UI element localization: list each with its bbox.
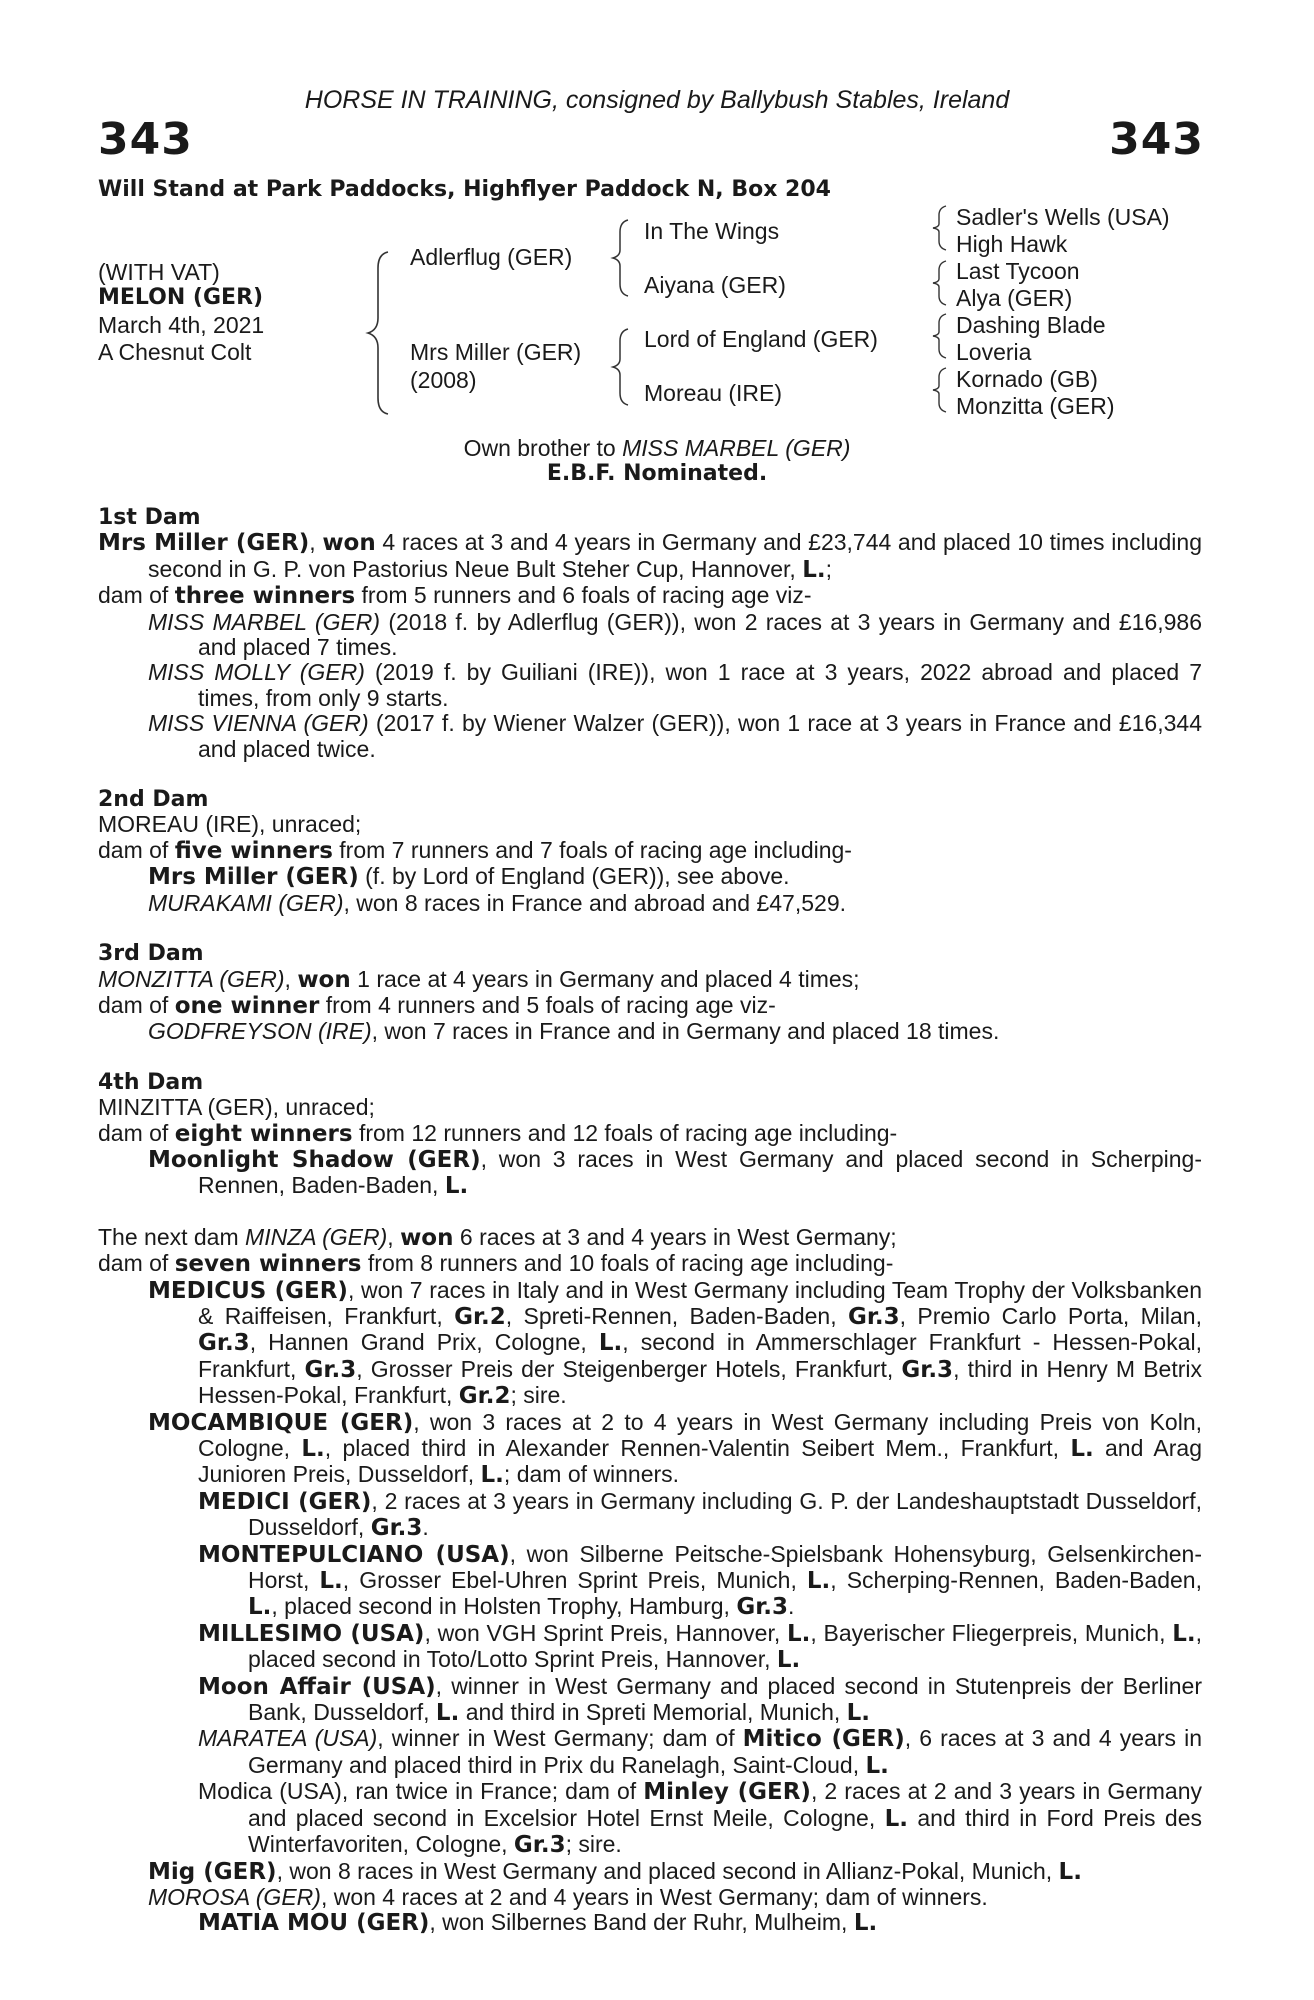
text-run: , Grosser Ebel-Uhren Sprint Preis, Munich, <box>342 1567 807 1594</box>
record-paragraph <box>98 1489 1202 1542</box>
pedigree-g7: Kornado (GB) <box>956 366 1098 392</box>
text-run: , won Silbernes Band der Ruhr, Mulheim, <box>429 1909 854 1936</box>
bold-text: won <box>297 966 351 993</box>
text-run: (2018 f. by Adlerflug (GER)), won 2 races at 3 years in Germany and £16,986 and placed 7 times. <box>198 608 1202 661</box>
bold-text: L. <box>806 1568 831 1595</box>
text-run: ; sire. <box>565 1831 622 1858</box>
record-paragraph <box>98 1542 1202 1621</box>
horse-description: A Chesnut Colt <box>98 339 252 365</box>
bold-text: won <box>322 530 376 557</box>
section-heading <box>98 1070 1202 1095</box>
record-paragraph <box>98 1225 1202 1251</box>
text-run: , Grosser Preis der Steigenberger Hotels, Frankfurt, <box>356 1355 902 1382</box>
foaling-date: March 4th, 2021 <box>98 312 265 338</box>
section-heading <box>98 941 1202 966</box>
own-brother-note <box>0 435 1314 462</box>
record-paragraph <box>98 1410 1202 1489</box>
text-run: dam of <box>98 991 175 1018</box>
italic-text: MISS MARBEL (GER) <box>148 608 381 635</box>
bold-text: L. <box>884 1805 909 1832</box>
italic-text: MISS MOLLY (GER) <box>148 659 365 686</box>
text-run: , won 4 races at 2 and 4 years in West Germany; dam of winners. <box>320 1883 988 1910</box>
bold-text: one winner <box>174 992 320 1019</box>
bold-text: Gr.3 <box>736 1594 789 1621</box>
text-run: dam of <box>98 836 175 863</box>
pedigree-section <box>98 941 1202 1045</box>
text-run: dam of <box>98 1119 175 1146</box>
bold-text: L. <box>1172 1620 1196 1647</box>
text-run: , Premio Carlo Porta, Milan, <box>899 1302 1202 1329</box>
horse-name: MELON (GER) <box>98 285 264 310</box>
pedigree-brace-g3 <box>930 311 952 361</box>
text-run: and Arag Junioren Preis, Dusseldorf, <box>198 1435 1202 1488</box>
text-run: , 6 races at 3 and 4 years in Germany and placed third in Prix du Ranelagh, Saint-Cloud, <box>248 1725 1202 1778</box>
bold-text: Moon Affair (USA) <box>198 1673 436 1700</box>
pedigree-g5: Dashing Blade <box>956 312 1106 338</box>
bold-text: MEDICUS (GER) <box>148 1277 348 1304</box>
bold-text: L. <box>786 1620 811 1647</box>
pedigree-brace-g1 <box>930 203 952 253</box>
record-paragraph <box>98 583 1202 609</box>
record-paragraph <box>98 993 1202 1019</box>
pedigree-dam: Mrs Miller (GER) <box>410 339 582 365</box>
pedigree-g1: Sadler's Wells (USA) <box>956 204 1170 230</box>
pedigree-section <box>98 1225 1202 1937</box>
pedigree-sire-sire: In The Wings <box>644 218 780 244</box>
text-run: , Bayerischer Fliegerpreis, Munich, <box>810 1619 1173 1646</box>
ebf-nominated: E.B.F. Nominated. <box>546 461 768 486</box>
text-run: dam of <box>98 1250 175 1277</box>
bold-text: Gr.3 <box>304 1356 357 1383</box>
text-run: , Scherping-Rennen, Baden-Baden, <box>830 1567 1202 1594</box>
record-paragraph <box>98 1859 1202 1885</box>
record-paragraph <box>98 1674 1202 1727</box>
pedigree-brace-g2 <box>930 258 952 308</box>
bold-text: L. <box>865 1752 889 1779</box>
text-run: . <box>422 1514 429 1541</box>
bold-text: MATIA MOU (GER) <box>198 1910 430 1937</box>
bold-text: L. <box>248 1594 272 1621</box>
text-run: (f. by Lord of England (GER)), see above. <box>358 863 790 890</box>
text-run: dam of <box>98 582 175 609</box>
text-run: 2nd Dam <box>98 787 209 813</box>
text-run: from 4 runners and 5 foals of racing age viz- <box>319 991 776 1018</box>
text-run: , third in Henry M Betrix Hessen-Pokal, Frankfurt, <box>198 1355 1202 1409</box>
text-run: , placed second in Holsten Trophy, Hamburg, <box>271 1593 737 1620</box>
text-run: , placed third in Alexander Rennen-Valentin Seibert Mem., Frankfurt, <box>324 1435 1071 1461</box>
text-run: , won 7 races in Italy and in West Germany including Team Trophy der Volksbanken & Raiffeisen, Frankfurt, <box>198 1276 1202 1329</box>
text-run: , winner in West Germany; dam of <box>377 1725 743 1752</box>
bold-text: Mrs Miller (GER) <box>98 530 310 557</box>
text-run: , Hannen Grand Prix, Cologne, <box>249 1329 599 1356</box>
section-heading <box>98 505 1202 530</box>
bold-text: L. <box>1070 1436 1094 1462</box>
record-paragraph <box>98 711 1202 762</box>
record-paragraph <box>98 530 1202 583</box>
text-run: 6 races at 3 and 4 years in West Germany; <box>453 1223 897 1250</box>
pedigree-brace-dam <box>610 325 634 409</box>
record-paragraph <box>98 1910 1202 1936</box>
bold-text: Mig (GER) <box>148 1858 277 1885</box>
text-run: MINZITTA (GER), unraced; <box>98 1094 375 1121</box>
text-run: , 2 races at 3 years in Germany including G. P. der Landeshauptstadt Dusseldorf, Dusseldorf, <box>248 1487 1202 1541</box>
bold-text: three winners <box>174 583 356 610</box>
text-run: MOREAU (IRE), unraced; <box>98 811 362 838</box>
bold-text: L. <box>776 1647 801 1674</box>
text-run: 4 races at 3 and 4 years in Germany and £23,744 and placed 10 times including second in G. P. von Pastorius Neue Bult Steher Cup, Hannover, <box>148 529 1202 582</box>
record-paragraph <box>98 812 1202 837</box>
bold-text: Gr.2 <box>458 1383 511 1410</box>
text-run: (2019 f. by Guiliani (IRE)), won 1 race at 3 years, 2022 abroad and placed 7 times, from only 9 starts. <box>198 659 1203 711</box>
bold-text: MONTEPULCIANO (USA) <box>198 1541 510 1568</box>
record-paragraph <box>98 1095 1202 1120</box>
italic-text: MURAKAMI (GER) <box>148 889 344 916</box>
italic-text: MARATEA (USA) <box>198 1725 378 1752</box>
record-paragraph <box>98 864 1202 890</box>
text-run: , winner in West Germany and placed second in Stutenpreis der Berliner Bank, Dusseldorf, <box>248 1672 1202 1726</box>
pedigree-section <box>98 787 1202 916</box>
pedigree-g6: Loveria <box>956 339 1032 365</box>
text-run: from 12 runners and 12 foals of racing age including- <box>352 1119 898 1146</box>
text-run: . <box>788 1593 795 1620</box>
pedigree-brace-sire <box>610 216 634 300</box>
pedigree-dam-dam: Moreau (IRE) <box>644 380 783 406</box>
pedigree-dam-sire: Lord of England (GER) <box>644 326 878 352</box>
record-paragraph <box>98 1779 1202 1858</box>
own-brother-horse: MISS MARBEL (GER) <box>622 435 851 461</box>
pedigree-g4: Alya (GER) <box>956 285 1073 311</box>
pedigree-sire-dam: Aiyana (GER) <box>644 272 786 298</box>
pedigree-sire: Adlerflug (GER) <box>410 244 573 270</box>
bold-text: Gr.3 <box>198 1330 250 1357</box>
record-paragraph <box>98 660 1202 711</box>
pedigree-brace-g4 <box>930 365 952 415</box>
bold-text: Moonlight Shadow (GER) <box>148 1146 481 1173</box>
text-run: , won 8 races in France and abroad and £47,529. <box>343 889 847 916</box>
text-run: , <box>284 965 298 992</box>
lot-number-left: 343 <box>98 114 193 165</box>
pedigree-g2: High Hawk <box>956 231 1068 257</box>
text-run: from 8 runners and 10 foals of racing age including- <box>361 1250 894 1277</box>
bold-text: L. <box>319 1568 343 1595</box>
text-run: , <box>387 1223 401 1250</box>
text-run: , <box>309 529 323 556</box>
text-run: , won 8 races in West Germany and placed second in Allianz-Pokal, Munich, <box>276 1857 1059 1884</box>
record-paragraph <box>98 891 1202 916</box>
bold-text: L. <box>301 1436 325 1462</box>
catalogue-header: HORSE IN TRAINING, consigned by Ballybush Stables, Ireland <box>304 86 1010 114</box>
record-paragraph <box>98 1278 1202 1410</box>
text-run: Modica (USA), ran twice in France; dam of <box>198 1778 644 1805</box>
own-brother-text: Own brother to <box>463 435 623 461</box>
pedigree-brace-main <box>364 248 394 418</box>
pedigree-dam-year: (2008) <box>410 367 477 393</box>
bold-text: won <box>400 1224 454 1251</box>
pedigree-section <box>98 505 1202 762</box>
bold-text: MEDICI (GER) <box>198 1488 372 1515</box>
record-paragraph <box>98 1885 1202 1910</box>
text-run: 4th Dam <box>98 1069 204 1095</box>
bold-text: Mitico (GER) <box>742 1726 905 1753</box>
lot-number-right: 343 <box>1109 114 1204 165</box>
text-run: from 5 runners and 6 foals of racing age viz- <box>355 582 812 609</box>
text-run: from 7 runners and 7 foals of racing age including- <box>332 836 852 863</box>
pedigree-g8: Monzitta (GER) <box>956 393 1115 419</box>
record-paragraph <box>98 1251 1202 1277</box>
record-paragraph <box>98 1019 1202 1044</box>
bold-text: L. <box>802 556 826 583</box>
bold-text: seven winners <box>174 1251 362 1278</box>
record-paragraph <box>98 967 1202 993</box>
bold-text: L. <box>846 1700 871 1727</box>
text-run: , won VGH Sprint Preis, Hannover, <box>424 1619 787 1646</box>
text-run: , Spreti-Rennen, Baden-Baden, <box>505 1302 848 1329</box>
text-run: 1 race at 4 years in Germany and placed 4 times; <box>350 965 860 992</box>
record-paragraph <box>98 1121 1202 1147</box>
pedigree-g3: Last Tycoon <box>956 258 1080 284</box>
text-run: , 2 races at 2 and 3 years in Germany and placed second in Excelsior Hotel Ernst Meile, Cologne, <box>248 1778 1202 1831</box>
pedigree-section <box>98 1070 1202 1200</box>
bold-text: five winners <box>174 837 333 864</box>
text-run: and third in Spreti Memorial, Munich, <box>459 1699 847 1726</box>
bold-text: Mrs Miller (GER) <box>148 864 359 891</box>
text-run: ; sire. <box>510 1382 567 1409</box>
record-paragraph <box>98 1621 1202 1674</box>
bold-text: Gr.3 <box>847 1303 900 1330</box>
section-heading <box>98 787 1202 812</box>
text-run: The next dam <box>98 1223 246 1250</box>
bold-text: L. <box>1058 1858 1082 1885</box>
text-run: (2017 f. by Wiener Walzer (GER)), won 1 race at 3 years in France and £16,344 and placed twice. <box>198 710 1202 762</box>
italic-text: GODFREYSON (IRE) <box>148 1018 372 1045</box>
text-run: 1st Dam <box>98 505 201 530</box>
bold-text: L. <box>435 1700 460 1727</box>
vat-note: (WITH VAT) <box>98 259 220 285</box>
record-paragraph <box>98 838 1202 864</box>
text-run: ; dam of winners. <box>503 1461 680 1488</box>
bold-text: Minley (GER) <box>643 1779 811 1806</box>
italic-text: MONZITTA (GER) <box>98 965 285 992</box>
bold-text: Gr.3 <box>370 1515 423 1542</box>
bold-text: Gr.3 <box>513 1832 566 1859</box>
text-run: and third in Ford Preis des Winterfavoriten, Cologne, <box>248 1804 1203 1858</box>
italic-text: MISS VIENNA (GER) <box>148 710 369 737</box>
stand-location: Will Stand at Park Paddocks, Highflyer Paddock N, Box 204 <box>98 177 831 202</box>
italic-text: MOROSA (GER) <box>148 1883 321 1910</box>
italic-text: MINZA (GER) <box>245 1223 388 1250</box>
bold-text: eight winners <box>174 1120 353 1147</box>
text-run: , placed second in Toto/Lotto Sprint Preis, Hannover, <box>248 1619 1202 1673</box>
bold-text: L. <box>480 1462 504 1489</box>
record-paragraph <box>98 1726 1202 1779</box>
text-run: , won 7 races in France and in Germany and placed 18 times. <box>371 1018 1000 1045</box>
bold-text: MOCAMBIQUE (GER) <box>148 1409 414 1436</box>
record-paragraph <box>98 1147 1202 1200</box>
bold-text: L. <box>444 1173 469 1200</box>
text-run: , won Silberne Peitsche-Spielsbank Hohensyburg, Gelsenkirchen-Horst, <box>248 1540 1202 1594</box>
text-run: 3rd Dam <box>98 941 204 967</box>
produce-record <box>98 505 1202 1937</box>
bold-text: MILLESIMO (USA) <box>198 1620 425 1647</box>
bold-text: Gr.3 <box>901 1356 954 1383</box>
bold-text: Gr.2 <box>454 1303 506 1330</box>
bold-text: L. <box>853 1910 878 1937</box>
bold-text: L. <box>598 1330 623 1357</box>
text-run: , second in Ammerschlager Frankfurt - Hessen-Pokal, Frankfurt, <box>198 1329 1203 1382</box>
text-run: , won 3 races in West Germany and placed second in Scherping-Rennen, Baden-Baden, <box>198 1145 1202 1199</box>
text-run: , won 3 races at 2 to 4 years in West Germany including Preis von Koln, Cologne, <box>198 1408 1202 1461</box>
text-run: ; <box>825 555 832 582</box>
record-paragraph <box>98 610 1202 661</box>
